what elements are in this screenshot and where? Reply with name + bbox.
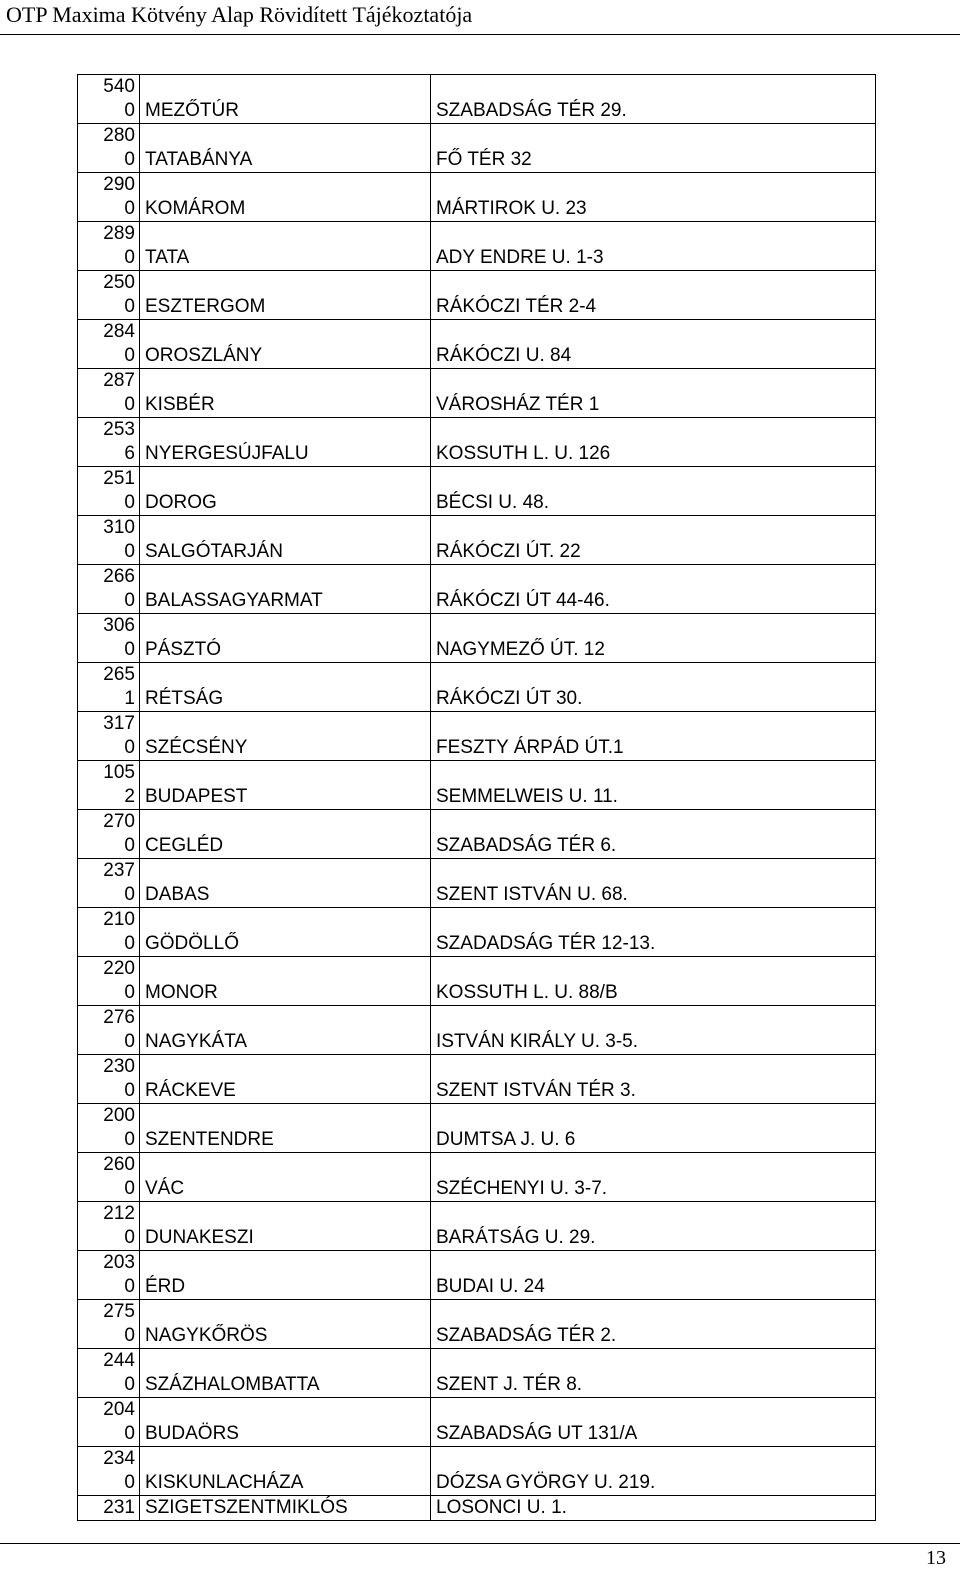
postal-code-cell <box>78 614 140 663</box>
page-header <box>6 2 954 28</box>
address-cell: BÉCSI U. 48. <box>431 467 876 516</box>
address-cell: FŐ TÉR 32 <box>431 124 876 173</box>
postal-code-line: 0 <box>124 1178 135 1199</box>
postal-code-cell <box>78 810 140 859</box>
postal-code-line: 0 <box>124 1423 135 1444</box>
address-cell: DÓZSA GYÖRGY U. 219. <box>431 1447 876 1496</box>
postal-code-line: 275 <box>103 1301 135 1322</box>
postal-code-line: 290 <box>103 174 135 195</box>
address-cell: SZÉCHENYI U. 3-7. <box>431 1153 876 1202</box>
city-cell: OROSZLÁNY <box>140 320 431 369</box>
postal-code-line: 204 <box>103 1399 135 1420</box>
postal-code-line: 310 <box>103 517 135 538</box>
postal-code-line: 0 <box>124 1374 135 1395</box>
table-row <box>78 418 876 467</box>
city-cell: ESZTERGOM <box>140 271 431 320</box>
address-cell: ADY ENDRE U. 1-3 <box>431 222 876 271</box>
table-row <box>78 1104 876 1153</box>
postal-code-line: 306 <box>103 615 135 636</box>
city-cell: BALASSAGYARMAT <box>140 565 431 614</box>
postal-code-cell <box>78 1349 140 1398</box>
postal-code-line: 0 <box>124 835 135 856</box>
table-row <box>78 369 876 418</box>
postal-code-line: 253 <box>103 419 135 440</box>
address-cell: SZABADSÁG TÉR 29. <box>431 75 876 124</box>
postal-code-cell <box>78 467 140 516</box>
city-cell: SZÁZHALOMBATTA <box>140 1349 431 1398</box>
postal-code-cell <box>78 1398 140 1447</box>
postal-code-cell <box>78 957 140 1006</box>
postal-code-cell <box>78 320 140 369</box>
address-cell: RÁKÓCZI U. 84 <box>431 320 876 369</box>
postal-code-line: 0 <box>124 198 135 219</box>
postal-code-line: 0 <box>124 100 135 121</box>
city-cell: CEGLÉD <box>140 810 431 859</box>
postal-code-line: 6 <box>124 443 135 464</box>
city-cell: GÖDÖLLŐ <box>140 908 431 957</box>
table-row <box>78 1349 876 1398</box>
postal-code-line: 266 <box>103 566 135 587</box>
postal-code-line: 0 <box>124 541 135 562</box>
address-cell: KOSSUTH L. U. 126 <box>431 418 876 467</box>
table-row <box>78 614 876 663</box>
postal-code-line: 0 <box>124 1276 135 1297</box>
city-cell: TATABÁNYA <box>140 124 431 173</box>
postal-code-line: 200 <box>103 1105 135 1126</box>
address-cell: MÁRTIROK U. 23 <box>431 173 876 222</box>
address-cell: SZABADSÁG TÉR 6. <box>431 810 876 859</box>
postal-code-cell <box>78 369 140 418</box>
city-cell: MEZŐTÚR <box>140 75 431 124</box>
city-cell: BUDAPEST <box>140 761 431 810</box>
address-cell: BUDAI U. 24 <box>431 1251 876 1300</box>
postal-code-line: 0 <box>124 982 135 1003</box>
postal-code-line: 0 <box>124 1227 135 1248</box>
postal-code-line: 270 <box>103 811 135 832</box>
postal-code-cell <box>78 859 140 908</box>
address-cell: SZABADSÁG TÉR 2. <box>431 1300 876 1349</box>
postal-code-line: 540 <box>103 76 135 97</box>
table-row <box>78 516 876 565</box>
city-cell: ÉRD <box>140 1251 431 1300</box>
address-cell: RÁKÓCZI TÉR 2-4 <box>431 271 876 320</box>
address-cell: LOSONCI U. 1. <box>431 1496 876 1521</box>
address-cell: KOSSUTH L. U. 88/B <box>431 957 876 1006</box>
postal-code-line: 231 <box>103 1497 135 1518</box>
table-row <box>78 1398 876 1447</box>
table-row <box>78 467 876 516</box>
address-cell: ISTVÁN KIRÁLY U. 3-5. <box>431 1006 876 1055</box>
header-rule <box>0 34 960 35</box>
postal-code-line: 0 <box>124 296 135 317</box>
postal-code-line: 0 <box>124 1472 135 1493</box>
postal-code-line: 0 <box>124 933 135 954</box>
city-cell: PÁSZTÓ <box>140 614 431 663</box>
document-title: OTP Maxima Kötvény Alap Rövidített Tájékoztatója <box>6 2 473 27</box>
postal-code-line: 0 <box>124 1325 135 1346</box>
postal-code-line: 0 <box>124 1031 135 1052</box>
postal-code-line: 230 <box>103 1056 135 1077</box>
table-row <box>78 565 876 614</box>
city-cell: MONOR <box>140 957 431 1006</box>
postal-code-line: 0 <box>124 884 135 905</box>
postal-code-line: 1 <box>124 688 135 709</box>
address-cell: RÁKÓCZI ÚT. 22 <box>431 516 876 565</box>
postal-code-cell <box>78 418 140 467</box>
table-row <box>78 761 876 810</box>
table-row <box>78 1300 876 1349</box>
postal-code-line: 260 <box>103 1154 135 1175</box>
postal-code-cell <box>78 516 140 565</box>
postal-code-line: 0 <box>124 492 135 513</box>
postal-code-cell <box>78 565 140 614</box>
postal-code-cell <box>78 124 140 173</box>
city-cell: KOMÁROM <box>140 173 431 222</box>
postal-code-line: 105 <box>103 762 135 783</box>
postal-code-line: 0 <box>124 394 135 415</box>
postal-code-line: 284 <box>103 321 135 342</box>
table-row <box>78 124 876 173</box>
postal-code-line: 0 <box>124 247 135 268</box>
table-row <box>78 1251 876 1300</box>
postal-code-cell <box>78 222 140 271</box>
postal-code-line: 265 <box>103 664 135 685</box>
postal-code-cell <box>78 712 140 761</box>
city-cell: NYERGESÚJFALU <box>140 418 431 467</box>
postal-code-cell <box>78 173 140 222</box>
postal-code-line: 210 <box>103 909 135 930</box>
postal-code-line: 0 <box>124 737 135 758</box>
postal-code-line: 0 <box>124 1129 135 1150</box>
postal-code-cell <box>78 1006 140 1055</box>
address-cell: VÁROSHÁZ TÉR 1 <box>431 369 876 418</box>
postal-code-cell <box>78 1055 140 1104</box>
city-cell: SZIGETSZENTMIKLÓS <box>140 1496 431 1521</box>
branch-table <box>77 74 876 1521</box>
address-cell: SZADADSÁG TÉR 12-13. <box>431 908 876 957</box>
table-row <box>78 957 876 1006</box>
postal-code-cell <box>78 1104 140 1153</box>
address-cell: DUMTSA J. U. 6 <box>431 1104 876 1153</box>
table-row <box>78 859 876 908</box>
postal-code-cell <box>78 1300 140 1349</box>
city-cell: DOROG <box>140 467 431 516</box>
postal-code-line: 251 <box>103 468 135 489</box>
table-row <box>78 173 876 222</box>
table-row <box>78 810 876 859</box>
postal-code-line: 237 <box>103 860 135 881</box>
table-row <box>78 222 876 271</box>
city-cell: KISBÉR <box>140 369 431 418</box>
table-row <box>78 271 876 320</box>
postal-code-line: 212 <box>103 1203 135 1224</box>
address-cell: RÁKÓCZI ÚT 44-46. <box>431 565 876 614</box>
postal-code-line: 0 <box>124 345 135 366</box>
address-cell: NAGYMEZŐ ÚT. 12 <box>431 614 876 663</box>
postal-code-line: 276 <box>103 1007 135 1028</box>
table-row <box>78 1055 876 1104</box>
postal-code-cell <box>78 75 140 124</box>
table-row <box>78 1153 876 1202</box>
postal-code-cell <box>78 1202 140 1251</box>
postal-code-line: 203 <box>103 1252 135 1273</box>
city-cell: TATA <box>140 222 431 271</box>
postal-code-cell <box>78 663 140 712</box>
table-row <box>78 320 876 369</box>
postal-code-line: 220 <box>103 958 135 979</box>
city-cell: NAGYKŐRÖS <box>140 1300 431 1349</box>
city-cell: VÁC <box>140 1153 431 1202</box>
city-cell: BUDAÖRS <box>140 1398 431 1447</box>
city-cell: KISKUNLACHÁZA <box>140 1447 431 1496</box>
postal-code-line: 250 <box>103 272 135 293</box>
postal-code-line: 234 <box>103 1448 135 1469</box>
footer-rule <box>0 1543 960 1544</box>
table-row <box>78 908 876 957</box>
table-row <box>78 1202 876 1251</box>
postal-code-cell <box>78 1496 140 1521</box>
postal-code-line: 244 <box>103 1350 135 1371</box>
postal-code-cell <box>78 271 140 320</box>
city-cell: SZÉCSÉNY <box>140 712 431 761</box>
address-cell: BARÁTSÁG U. 29. <box>431 1202 876 1251</box>
address-cell: SZENT J. TÉR 8. <box>431 1349 876 1398</box>
postal-code-line: 0 <box>124 590 135 611</box>
table-row <box>78 663 876 712</box>
address-cell: FESZTY ÁRPÁD ÚT.1 <box>431 712 876 761</box>
branch-table-body <box>78 75 876 1521</box>
table-row <box>78 1006 876 1055</box>
city-cell: SALGÓTARJÁN <box>140 516 431 565</box>
address-cell: SZENT ISTVÁN U. 68. <box>431 859 876 908</box>
city-cell: RÁCKEVE <box>140 1055 431 1104</box>
postal-code-line: 289 <box>103 223 135 244</box>
table-row <box>78 712 876 761</box>
postal-code-line: 0 <box>124 1080 135 1101</box>
postal-code-cell <box>78 908 140 957</box>
postal-code-line: 287 <box>103 370 135 391</box>
address-cell: SEMMELWEIS U. 11. <box>431 761 876 810</box>
postal-code-cell <box>78 761 140 810</box>
city-cell: DABAS <box>140 859 431 908</box>
address-cell: SZABADSÁG UT 131/A <box>431 1398 876 1447</box>
postal-code-line: 2 <box>124 786 135 807</box>
postal-code-cell <box>78 1153 140 1202</box>
postal-code-line: 280 <box>103 125 135 146</box>
table-row <box>78 1447 876 1496</box>
postal-code-line: 317 <box>103 713 135 734</box>
postal-code-cell <box>78 1447 140 1496</box>
city-cell: SZENTENDRE <box>140 1104 431 1153</box>
page-number: 13 <box>926 1547 946 1569</box>
postal-code-line: 0 <box>124 639 135 660</box>
table-row <box>78 75 876 124</box>
table-row <box>78 1496 876 1521</box>
city-cell: RÉTSÁG <box>140 663 431 712</box>
postal-code-cell <box>78 1251 140 1300</box>
city-cell: NAGYKÁTA <box>140 1006 431 1055</box>
address-cell: SZENT ISTVÁN TÉR 3. <box>431 1055 876 1104</box>
address-cell: RÁKÓCZI ÚT 30. <box>431 663 876 712</box>
city-cell: DUNAKESZI <box>140 1202 431 1251</box>
postal-code-line: 0 <box>124 149 135 170</box>
